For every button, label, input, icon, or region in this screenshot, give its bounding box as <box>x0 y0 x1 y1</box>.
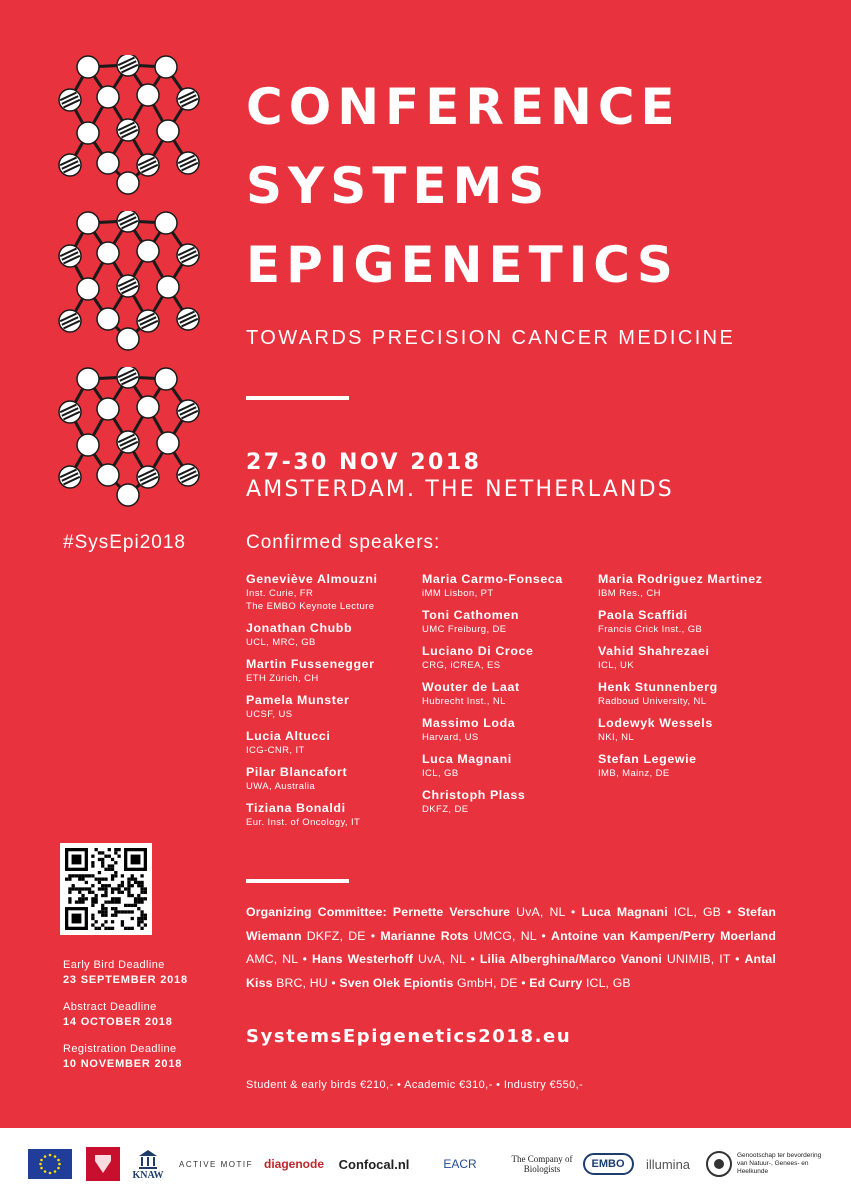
committee-member-affiliation: GmbH, DE <box>453 975 518 990</box>
active-motif-logo <box>178 1144 254 1184</box>
speaker-name: Toni Cathomen <box>422 608 520 622</box>
speaker-note: The EMBO Keynote Lecture <box>246 601 375 612</box>
speaker-affiliation: ICL, GB <box>422 768 459 779</box>
speaker-affiliation: UWA, Australia <box>246 781 316 792</box>
knaw-logo <box>128 1144 168 1184</box>
separator: • <box>517 975 530 990</box>
committee-member-name: Hans Westerhoff <box>312 952 414 966</box>
speaker-entry <box>246 765 426 793</box>
subtitle: TOWARDS PRECISION CANCER MEDICINE <box>246 327 736 349</box>
committee-label: Organizing Committee: <box>246 905 393 919</box>
hashtag: #SysEpi2018 <box>63 532 186 553</box>
deadline-date: 23 SEPTEMBER 2018 <box>63 974 188 986</box>
speaker-entry <box>246 572 426 613</box>
speaker-entry <box>422 788 602 816</box>
speaker-affiliation: Francis Crick Inst., GB <box>598 624 703 635</box>
speaker-entry <box>422 680 602 708</box>
speaker-name: Stefan Legewie <box>598 752 697 766</box>
speaker-entry <box>598 644 778 672</box>
speaker-name: Massimo Loda <box>422 716 516 730</box>
speaker-name: Christoph Plass <box>422 788 526 802</box>
sponsor-label: Confocal.nl <box>338 1156 410 1172</box>
title-line-1: CONFERENCE <box>246 78 681 136</box>
speaker-affiliation: IBM Res., CH <box>598 588 661 599</box>
speaker-entry <box>598 608 778 636</box>
deadline-date: 10 NOVEMBER 2018 <box>63 1058 183 1070</box>
speaker-entry <box>422 572 602 600</box>
organizing-committee <box>246 901 776 995</box>
genootschap-logo <box>705 1144 829 1184</box>
speaker-name: Tiziana Bonaldi <box>246 801 346 815</box>
speaker-entry <box>598 752 778 780</box>
speaker-entry <box>422 716 602 744</box>
deadline-label: Abstract Deadline <box>63 1001 157 1013</box>
committee-member-name: Luca Magnani <box>581 905 668 919</box>
event-location: AMSTERDAM. THE NETHERLANDS <box>246 477 674 502</box>
committee-member-affiliation: AMC, NL <box>246 952 298 966</box>
molecule-icon <box>58 211 208 351</box>
sponsor-footer <box>0 1128 851 1200</box>
speaker-affiliation: Harvard, US <box>422 732 479 743</box>
speaker-name: Henk Stunnenberg <box>598 680 718 694</box>
speaker-name: Pilar Blancafort <box>246 765 348 779</box>
speaker-name: Vahid Shahrezaei <box>598 644 710 658</box>
confocal-logo <box>334 1144 414 1184</box>
committee-member-name: Marianne Rots <box>380 928 469 943</box>
eacr-logo <box>420 1144 500 1184</box>
speaker-name: Paola Scaffidi <box>598 608 688 622</box>
speaker-entry <box>598 572 778 600</box>
sponsor-label: illumina <box>645 1156 691 1172</box>
speaker-affiliation: UCL, MRC, GB <box>246 637 316 648</box>
speaker-entry <box>422 644 602 672</box>
speaker-name: Luca Magnani <box>422 752 512 766</box>
speaker-name: Maria Carmo-Fonseca <box>422 572 563 586</box>
speaker-affiliation: UCSF, US <box>246 709 293 720</box>
speaker-entry <box>598 680 778 708</box>
speaker-name: Lucia Altucci <box>246 729 331 743</box>
qr-code[interactable] <box>60 843 152 935</box>
speaker-affiliation: ICL, UK <box>598 660 635 671</box>
website-link[interactable]: SystemsEpigenetics2018.eu <box>246 1026 572 1047</box>
speaker-entry <box>246 801 426 829</box>
deadline-date: 14 OCTOBER 2018 <box>63 1016 173 1028</box>
divider <box>246 396 349 400</box>
separator: • <box>297 952 313 966</box>
separator: • <box>730 952 745 966</box>
sponsor-label: EMBO <box>583 1153 634 1175</box>
committee-member-affiliation: ICL, GB <box>582 975 631 990</box>
sponsor-label: KNAW <box>132 1169 164 1181</box>
committee-member-name: Lilia Alberghina/Marco Vanoni <box>479 952 662 966</box>
speakers-column-3 <box>598 572 778 788</box>
eu-flag-logo <box>28 1144 72 1184</box>
committee-member-affiliation: DKFZ, DE <box>301 928 366 943</box>
speaker-affiliation: Inst. Curie, FR <box>246 588 314 599</box>
title-line-2: SYSTEMS <box>246 157 551 215</box>
speaker-entry <box>422 752 602 780</box>
conference-title <box>246 68 681 305</box>
sponsor-label: diagenode <box>263 1157 324 1171</box>
separator: • <box>365 928 381 943</box>
committee-member-name: Antal Kiss <box>246 952 776 990</box>
title-line-3: EPIGENETICS <box>246 236 679 294</box>
speaker-name: Maria Rodriguez Martinez <box>598 572 763 586</box>
committee-member-affiliation: ICL, GB <box>667 905 722 919</box>
sponsor-label: ACTIVE MOTIF <box>179 1159 253 1169</box>
committee-member-affiliation: BRC, HU <box>272 975 328 990</box>
registration-fees: Student & early birds €210,- • Academic €310,- • Industry €550,- <box>246 1079 584 1091</box>
speaker-affiliation: NKI, NL <box>598 732 635 743</box>
committee-member-affiliation: UMCG, NL <box>468 928 537 943</box>
speaker-affiliation: CRG, iCREA, ES <box>422 660 501 671</box>
committee-member-name: Stefan Wiemann <box>246 905 777 943</box>
deadline-label: Registration Deadline <box>63 1043 177 1055</box>
committee-member-affiliation: UvA, NL <box>510 905 566 919</box>
committee-member-affiliation: UNIMIB, IT <box>661 952 731 966</box>
committee-member-name: Ed Curry <box>529 975 583 990</box>
separator: • <box>565 905 582 919</box>
separator: • <box>536 928 552 943</box>
diagenode-logo <box>262 1144 326 1184</box>
separator: • <box>465 952 480 966</box>
deadline-label: Early Bird Deadline <box>63 959 165 971</box>
speaker-entry <box>246 657 426 685</box>
speaker-affiliation: ICG-CNR, IT <box>246 745 305 756</box>
committee-member-name: Sven Olek Epiontis <box>339 975 454 990</box>
committee-member-affiliation: UvA, NL <box>413 952 466 966</box>
committee-member-name: Pernette Verschure <box>392 905 511 919</box>
molecule-icon <box>58 367 208 507</box>
deadline-item <box>63 1042 188 1072</box>
speaker-affiliation: UMC Freiburg, DE <box>422 624 507 635</box>
speaker-entry <box>246 729 426 757</box>
qr-code-image <box>65 848 147 930</box>
speaker-affiliation: IMB, Mainz, DE <box>598 768 670 779</box>
molecule-icon <box>58 55 208 195</box>
deadline-item <box>63 1000 188 1030</box>
deadlines <box>63 958 188 1084</box>
speakers-column-2 <box>422 572 602 824</box>
speaker-name: Geneviève Almouzni <box>246 572 378 586</box>
speaker-entry <box>422 608 602 636</box>
speaker-entry <box>246 693 426 721</box>
speakers-heading: Confirmed speakers: <box>246 532 441 553</box>
event-date: 27-30 NOV 2018 <box>246 450 482 475</box>
speaker-name: Wouter de Laat <box>422 680 520 694</box>
sponsor-label: The Company of Biologists <box>511 1154 573 1174</box>
committee-member-name: Antoine van Kampen/Perry Moerland <box>551 928 777 943</box>
speaker-affiliation: ETH Zürich, CH <box>246 673 319 684</box>
speaker-affiliation: Eur. Inst. of Oncology, IT <box>246 817 361 828</box>
separator: • <box>327 975 340 990</box>
speaker-affiliation: Hubrecht Inst., NL <box>422 696 506 707</box>
speaker-name: Lodewyk Wessels <box>598 716 713 730</box>
illumina-logo <box>640 1144 696 1184</box>
separator: • <box>721 905 738 919</box>
sponsor-label: EACR <box>443 1157 477 1171</box>
speaker-affiliation: iMM Lisbon, PT <box>422 588 494 599</box>
speaker-affiliation: DKFZ, DE <box>422 804 469 815</box>
divider <box>246 879 349 883</box>
embo-logo <box>580 1144 636 1184</box>
speaker-entry <box>246 621 426 649</box>
company-of-biologists-logo <box>508 1144 576 1184</box>
sponsor-label: Genootschap ter bevordering van Natuur-, Genees- en Heelkunde <box>737 1152 822 1175</box>
speaker-name: Martin Fussenegger <box>246 657 375 671</box>
speakers-column-1 <box>246 572 426 837</box>
speaker-name: Jonathan Chubb <box>246 621 353 635</box>
speaker-name: Pamela Munster <box>246 693 350 707</box>
eu-predict-logo <box>86 1144 120 1184</box>
speaker-entry <box>598 716 778 744</box>
deadline-item <box>63 958 188 988</box>
molecule-graphics <box>58 55 208 523</box>
speaker-affiliation: Radboud University, NL <box>598 696 707 707</box>
speaker-name: Luciano Di Croce <box>422 644 534 658</box>
